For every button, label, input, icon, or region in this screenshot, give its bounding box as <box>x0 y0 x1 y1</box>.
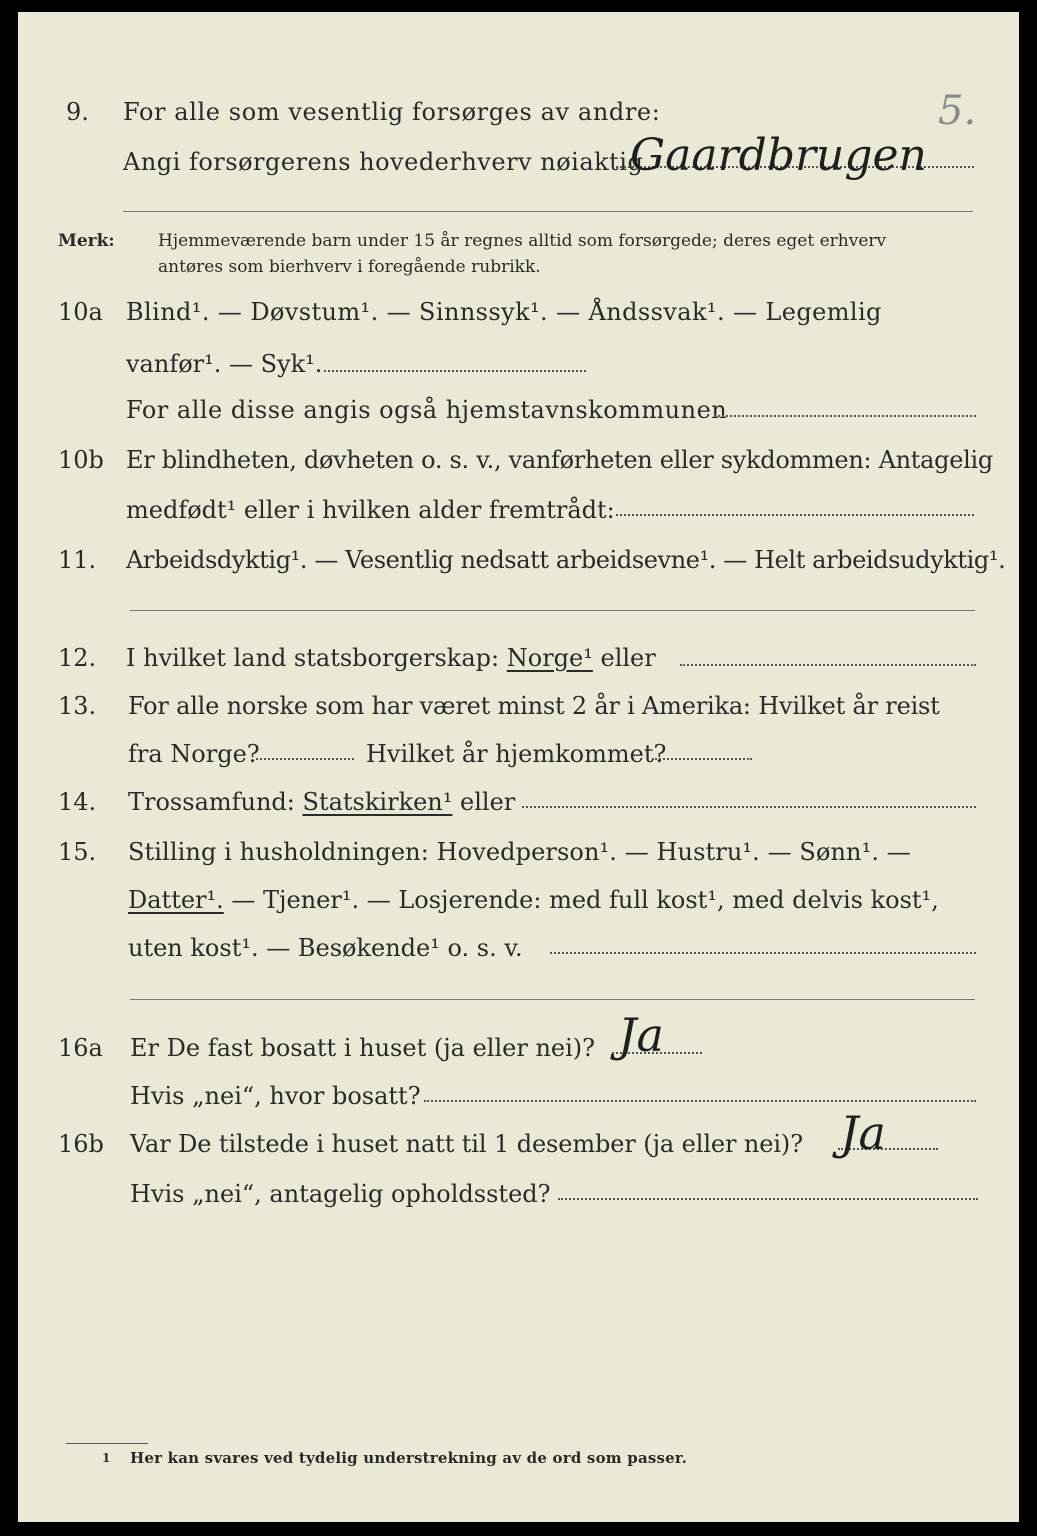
q16a-number: 16a <box>58 1034 103 1062</box>
q11-separator <box>130 610 975 611</box>
footnote-mark: 1 <box>102 1451 111 1465</box>
q13-number: 13. <box>58 692 97 720</box>
q16a-bosatt-line <box>424 1100 976 1102</box>
q11-line1: Arbeidsdyktig¹. — Vesentlig nedsatt arbeidsevne¹. — Helt arbeidsudyktig¹. <box>126 546 1006 574</box>
q10a-number: 10a <box>58 298 103 326</box>
q13-hjemkommet-line <box>652 758 752 760</box>
q10b-number: 10b <box>58 446 104 474</box>
q14-answer-line <box>522 806 976 808</box>
q16b-opholdssted-line <box>558 1198 978 1200</box>
q16b-line2: Hvis „nei“, antagelig opholdssted? <box>130 1180 551 1208</box>
q15-answer-line <box>550 952 976 954</box>
merk-line1: Hjemmeværende barn under 15 år regnes alltid som forsørgede; deres eget erhverv <box>158 231 887 251</box>
census-form-page <box>18 12 1019 1522</box>
q9-number: 9. <box>66 98 89 126</box>
q10a-line1: Blind¹. — Døvstum¹. — Sinnssyk¹. — Åndssvak¹. — Legemlig <box>126 298 882 326</box>
q13-reist-line <box>256 758 354 760</box>
q12-line <box>126 644 656 672</box>
q10b-answer-line <box>616 514 974 516</box>
q9-handwritten-answer: Gaardbrugen <box>630 130 927 181</box>
q15-line1: Stilling i husholdningen: Hovedperson¹. — Hustru¹. — Sønn¹. — <box>128 838 911 866</box>
q16b-handwritten-answer: Ja <box>840 1106 886 1160</box>
q11-number: 11. <box>58 546 97 574</box>
q12-underlined-choice: Norge¹ <box>506 644 593 672</box>
q12-suffix: eller <box>600 644 656 672</box>
q12-number: 12. <box>58 644 97 672</box>
q13-line1: For alle norske som har været minst 2 år i Amerika: Hvilket år reist <box>128 692 940 720</box>
q15-line2-rest: — Tjener¹. — Losjerende: med full kost¹, med delvis kost¹, <box>231 886 939 914</box>
q16a-handwritten-answer: Ja <box>618 1008 664 1062</box>
merk-label: Merk: <box>58 231 115 251</box>
q12-answer-line <box>680 664 976 666</box>
q9-separator <box>123 211 973 212</box>
q10a-kommune-line <box>714 415 976 417</box>
footnote-text: Her kan svares ved tydelig understrekning av de ord som passer. <box>130 1449 688 1467</box>
q10b-line1: Er blindheten, døvheten o. s. v., vanførheten eller sykdommen: Antagelig <box>126 446 993 474</box>
q10a-syk-line <box>324 370 586 372</box>
q16a-line2: Hvis „nei“, hvor bosatt? <box>130 1082 421 1110</box>
q9-line2: Angi forsørgerens hovederhverv nøiaktig <box>123 148 644 176</box>
q16b-line1: Var De tilstede i huset natt til 1 desember (ja eller nei)? <box>130 1130 803 1158</box>
q16b-number: 16b <box>58 1130 104 1158</box>
q10b-line2: medfødt¹ eller i hvilken alder fremtrådt: <box>126 496 615 524</box>
q15-number: 15. <box>58 838 97 866</box>
q14-underlined-choice: Statskirken¹ <box>302 788 453 816</box>
q15-line3: uten kost¹. — Besøkende¹ o. s. v. <box>128 934 523 962</box>
q13-line2b: Hvilket år hjemkommet? <box>366 740 667 768</box>
q9-line1: For alle som vesentlig forsørges av andre: <box>123 98 661 126</box>
footnote-rule <box>66 1443 148 1444</box>
q14-number: 14. <box>58 788 97 816</box>
q12-prefix: I hvilket land statsborgerskap: <box>126 644 500 672</box>
q14-suffix: eller <box>460 788 516 816</box>
q10a-line3: For alle disse angis også hjemstavnskommunen <box>126 396 728 424</box>
q14-line <box>128 788 515 816</box>
merk-line2: antøres som bierhverv i foregående rubrikk. <box>158 257 541 277</box>
q15-underlined-choice: Datter¹. <box>128 886 224 914</box>
q15-line2 <box>128 886 939 914</box>
q15-separator <box>130 999 975 1000</box>
corner-mark: 5. <box>938 88 977 134</box>
q16a-line1: Er De fast bosatt i huset (ja eller nei)? <box>130 1034 596 1062</box>
q14-prefix: Trossamfund: <box>128 788 295 816</box>
q13-line2a: fra Norge? <box>128 740 260 768</box>
q10a-line2: vanfør¹. — Syk¹. <box>126 350 323 378</box>
